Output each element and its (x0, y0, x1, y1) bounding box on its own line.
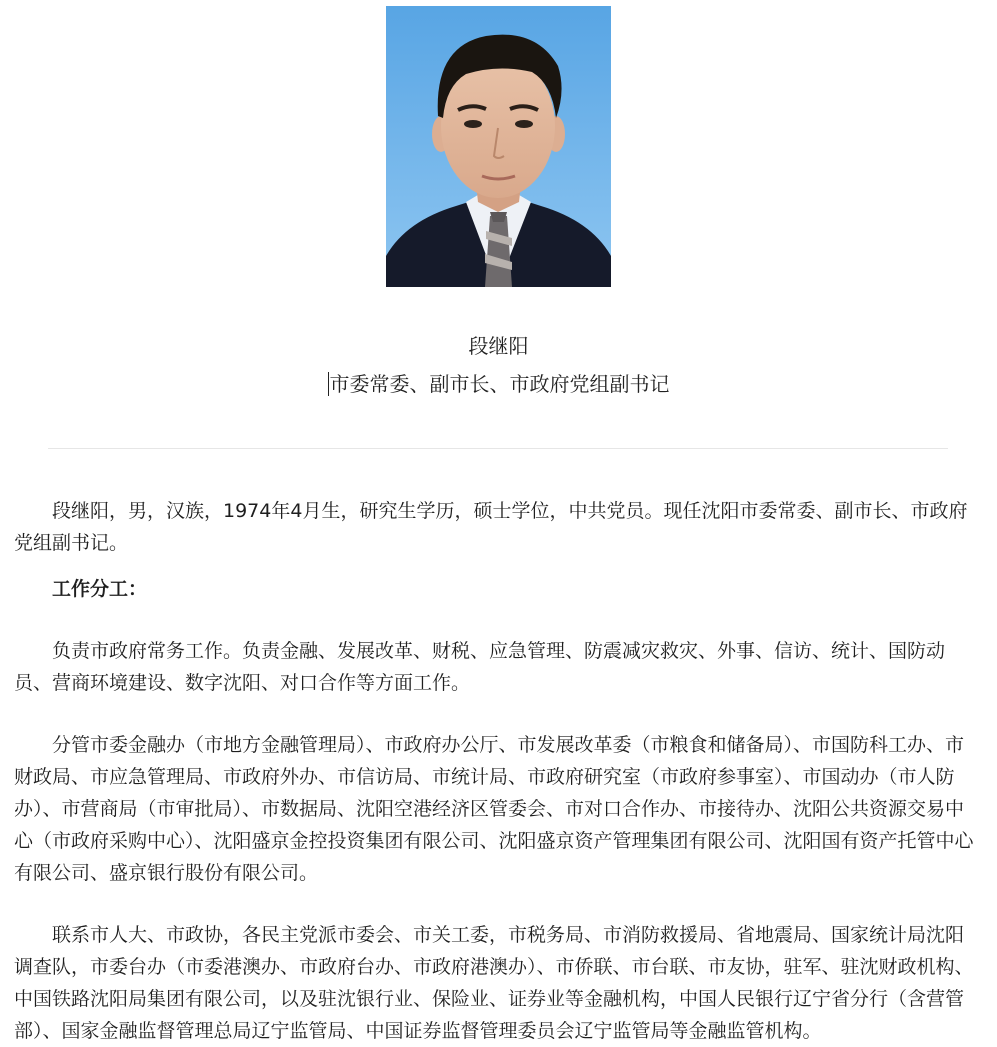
duties-heading: 工作分工： (52, 578, 148, 600)
responsibility-paragraph: 负责市政府常务工作。负责金融、发展改革、财税、应急管理、防震减灾救灾、外事、信访、统计、国防动员、营商环境建设、数字沈阳、对口合作等方面工作。 (14, 640, 946, 694)
article-body (14, 495, 980, 1047)
oversight-paragraph: 分管市委金融办（市地方金融管理局）、市政府办公厅、市发展改革委（市粮食和储备局）、市国防科工办、市财政局、市应急管理局、市政府外办、市信访局、市统计局、市政府研究室（市政府参事室）、市国动办（市人防办）、市营商局（市审批局）、市数据局、沈阳空港经济区管委会、市对口合作办、市接待办、沈阳公共资源交易中心（市政府采购中心）、沈阳盛京金控投资集团有限公司、沈阳盛京资产管理集团有限公司、沈阳国有资产托管中心有限公司、盛京银行股份有限公司。 (14, 734, 974, 884)
portrait-photo (386, 6, 611, 287)
person-name: 段继阳 (468, 334, 529, 358)
person-position (0, 369, 997, 399)
section-divider (48, 448, 948, 449)
position-text: 市委常委、副市长、市政府党组副书记 (329, 372, 670, 396)
bio-paragraph: 段继阳，男，汉族，1974年4月生，研究生学历，硕士学位，中共党员。现任沈阳市委常委、副市长、市政府党组副书记。 (14, 500, 968, 554)
text-caret (328, 372, 329, 396)
liaison-paragraph: 联系市人大、市政协，各民主党派市委会、市关工委，市税务局、市消防救援局、省地震局、国家统计局沈阳调查队，市委台办（市委港澳办、市政府台办、市政府港澳办）、市侨联、市台联、市友协，驻军、驻沈财政机构、中国铁路沈阳局集团有限公司，以及驻沈银行业、保险业、证券业等金融机构，中国人民银行辽宁省分行（含营管部）、国家金融监督管理总局辽宁监管局、中国证券监督管理委员会辽宁监管局等金融监管机构。 (14, 924, 974, 1042)
